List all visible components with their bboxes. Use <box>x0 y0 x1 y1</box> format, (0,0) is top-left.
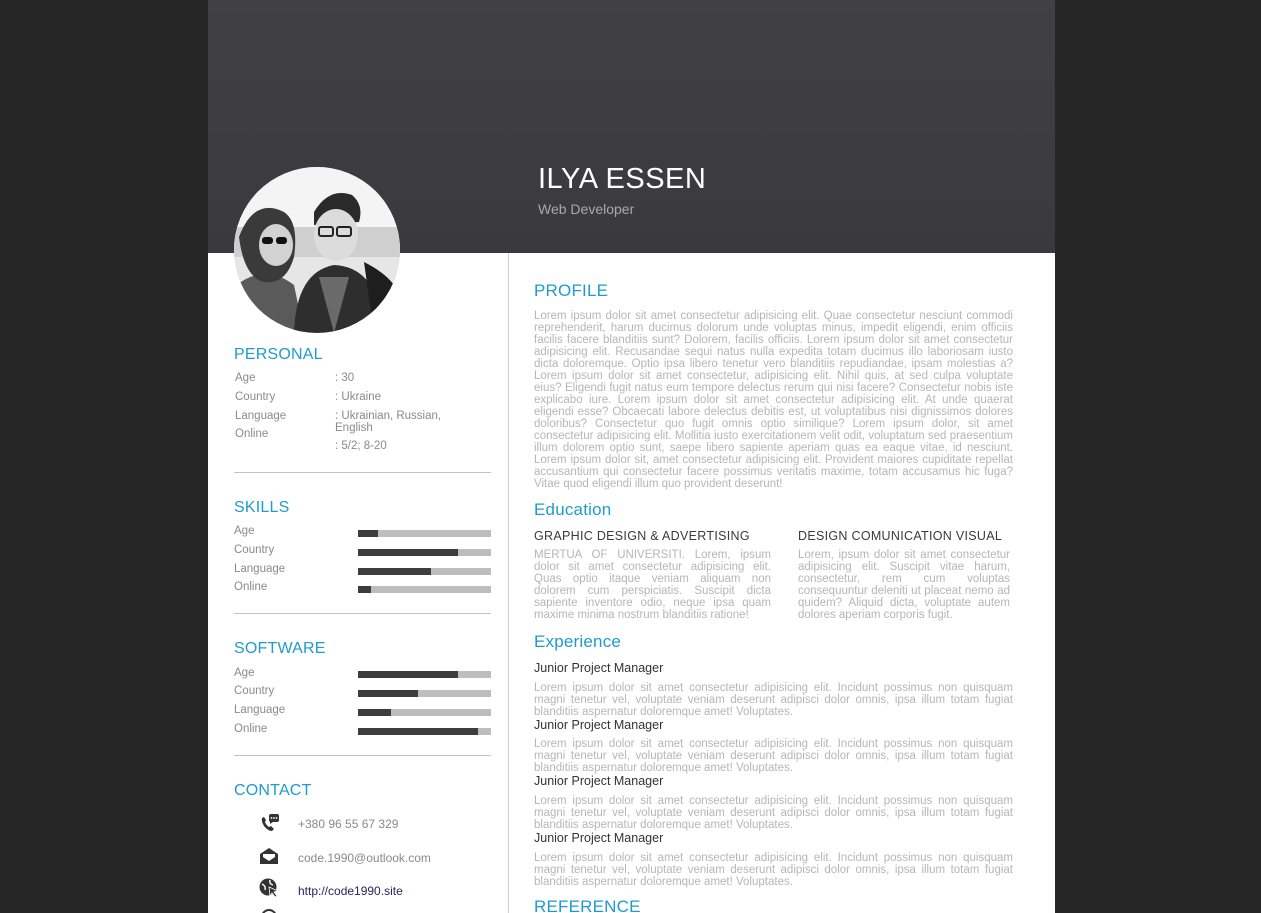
phone-icon <box>258 812 280 834</box>
person-role: Web Developer <box>538 201 635 217</box>
experience-item-title: Junior Project Manager <box>534 661 664 675</box>
skills-label-language: Language <box>234 563 286 575</box>
avatar-photo <box>234 167 400 333</box>
personal-value-language: : Ukrainian, Russian, English <box>335 410 442 434</box>
personal-value-country: : Ukraine <box>335 391 382 403</box>
column-divider <box>508 253 509 913</box>
skills-bar-online <box>358 586 491 593</box>
skills-bar-fill <box>358 549 458 556</box>
location-icon <box>258 908 280 913</box>
experience-item-title: Junior Project Manager <box>534 774 664 788</box>
section-divider <box>234 613 491 614</box>
contact-heading: CONTACT <box>234 782 312 799</box>
software-bar-fill <box>358 671 458 678</box>
skills-bar-fill <box>358 586 371 593</box>
skills-bar-country <box>358 549 491 556</box>
software-bar-fill <box>358 728 478 735</box>
software-label-country: Country <box>234 685 275 697</box>
resume-page <box>208 0 1055 913</box>
globe-cursor-icon <box>258 877 280 899</box>
software-label-online: Online <box>234 723 268 735</box>
skills-bar-fill <box>358 568 431 575</box>
personal-key-age: Age <box>235 372 256 384</box>
section-divider <box>234 755 491 756</box>
software-bar-language <box>358 709 491 716</box>
experience-item-title: Junior Project Manager <box>534 718 664 732</box>
personal-key-language: Language <box>235 410 287 422</box>
software-heading: SOFTWARE <box>234 640 326 657</box>
reference-heading: REFERENCE <box>534 897 641 913</box>
software-bar-online <box>358 728 491 735</box>
software-label-age: Age <box>234 667 255 679</box>
education-heading: Education <box>534 500 612 519</box>
contact-phone: +380 96 55 67 329 <box>298 817 399 831</box>
experience-item-text: Lorem ipsum dolor sit amet consectetur adipisicing elit. Incidunt possimus non quisquam magni tenetur vel, voluptate veniam deserunt adipisci dolor omnis, ipsa illum totam fugiat blanditiis aspernatur doloremque amet! Voluptates. <box>534 852 1013 888</box>
section-divider <box>234 472 491 473</box>
avatar <box>234 167 400 333</box>
contact-email: code.1990@outlook.com <box>298 851 431 865</box>
profile-heading: PROFILE <box>534 281 609 300</box>
education-item-text: Lorem, ipsum dolor sit amet consectetur adipisicing elit. Suscipit vitae harum, consectetur, rem cum voluptas consequuntur deleniti ut placeat nemo ad quidem? Aliquid dicta, voluptate autem dolores aperiam corporis fugit. <box>798 549 1010 621</box>
profile-text: Lorem ipsum dolor sit amet consectetur adipisicing elit. Quae consectetur nesciunt commodi reprehenderit, harum ducimus dolorum unde voluptas minus, impedit eligendi, enim officiis facilis facere blanditiis sunt? Dolorem, facilis officiis. Lorem ipsum dolor sit amet consectetur adipisicing elit. Recusandae sequi natus nulla expedita totam ducimus illo laboriosam iusto dicta doloremque. Optio ipsa libero tenetur vero blanditiis repudiandae, ipsam molestias a? Lorem ipsum dolor sit amet consectetur, adipisicing elit. Nihil quis, at sed culpa voluptate eius? Eligendi fugit natus eum tempore delectus rerum qui nisi facere? Consectetur nobis iste explicabo iure. Lorem ipsum dolor sit amet consectetur adipisicing elit. At unde quaerat eligendi esse? Obcaecati labore delectus debitis est, ut voluptatibus nisi dignissimos dolores doloribus? Consectetur quo fugit omnis optio similique? Lorem ipsum dolor, sit amet consectetur adipisicing elit. Mollitia iusto exercitationem velit odit, voluptatum sed praesentium illum dolorem optio sunt, saepe libero sapiente aperiam quas ea eaque vitae, id nesciunt. Lorem ipsum dolor sit, amet consectetur adipisicing elit. Provident maiores cupiditate repellat accusantium qui consectetur facere possimus veritatis maxime, totam accusamus hic fuga? Vitae quod eligendi illum quo provident deserunt! <box>534 310 1013 490</box>
person-name: ILYA ESSEN <box>538 163 707 195</box>
software-bar-age <box>358 671 491 678</box>
experience-item-title: Junior Project Manager <box>534 831 664 845</box>
contact-website-link[interactable]: http://code1990.site <box>298 884 403 898</box>
skills-bar-fill <box>358 530 378 537</box>
software-bar-fill <box>358 709 391 716</box>
personal-key-country: Country <box>235 391 276 403</box>
skills-heading: SKILLS <box>234 499 290 516</box>
experience-item-text: Lorem ipsum dolor sit amet consectetur adipisicing elit. Incidunt possimus non quisquam magni tenetur vel, voluptate veniam deserunt adipisci dolor omnis, ipsa illum totam fugiat blanditiis aspernatur doloremque amet! Voluptates. <box>534 795 1013 831</box>
software-label-language: Language <box>234 704 286 716</box>
personal-key-online: Online <box>235 428 269 440</box>
experience-item-text: Lorem ipsum dolor sit amet consectetur adipisicing elit. Incidunt possimus non quisquam magni tenetur vel, voluptate veniam deserunt adipisci dolor omnis, ipsa illum totam fugiat blanditiis aspernatur doloremque amet! Voluptates. <box>534 682 1013 718</box>
software-bar-country <box>358 690 491 697</box>
personal-value-online: : 5/2; 8-20 <box>335 440 387 452</box>
skills-bar-language <box>358 568 491 575</box>
education-item-title: GRAPHIC DESIGN & ADVERTISING <box>534 529 750 543</box>
personal-value-age: : 30 <box>335 372 355 384</box>
education-item-text: MERTUA OF UNIVERSITI. Lorem, ipsum dolor sit amet consectetur adipisicing elit. Quas optio itaque veniam aliquam non dolorem cum perspiciatis. Suscipit dicta sapiente inventore odio, neque ipsa quam maxime minima nostrum blanditiis ratione! <box>534 549 771 621</box>
experience-item-text: Lorem ipsum dolor sit amet consectetur adipisicing elit. Incidunt possimus non quisquam magni tenetur vel, voluptate veniam deserunt adipisci dolor omnis, ipsa illum totam fugiat blanditiis aspernatur doloremque amet! Voluptates. <box>534 738 1013 774</box>
skills-bar-age <box>358 530 491 537</box>
experience-heading: Experience <box>534 632 622 651</box>
education-item-title: DESIGN COMUNICATION VISUAL <box>798 529 1003 543</box>
skills-label-age: Age <box>234 525 255 537</box>
skills-label-country: Country <box>234 544 275 556</box>
skills-label-online: Online <box>234 581 268 593</box>
software-bar-fill <box>358 690 418 697</box>
mail-icon <box>258 845 280 867</box>
personal-heading: PERSONAL <box>234 346 323 363</box>
